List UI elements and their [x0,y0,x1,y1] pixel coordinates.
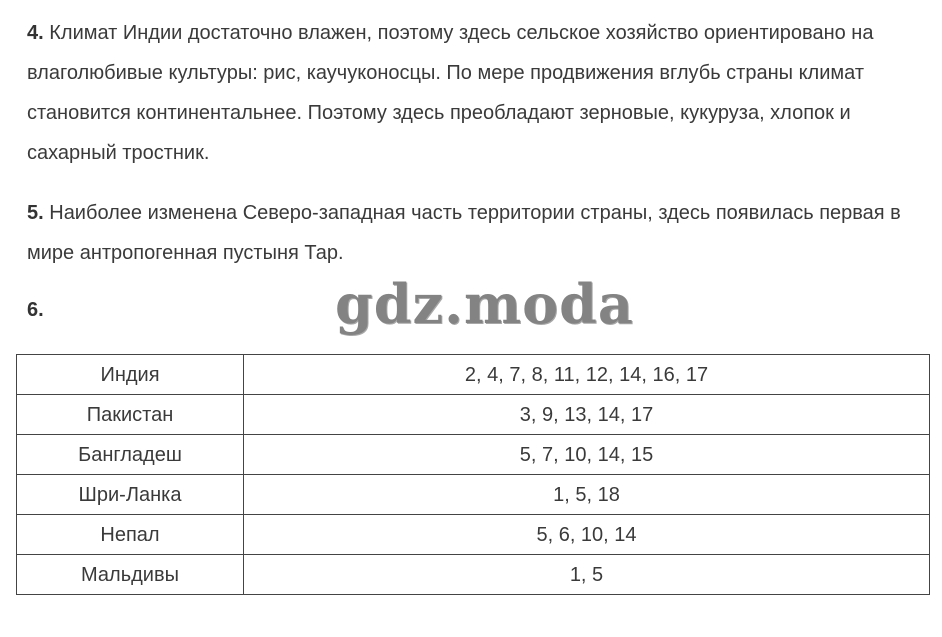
answer-5 [27,193,927,273]
country-cell: Пакистан [17,395,244,435]
table-row [17,395,930,435]
country-cell: Индия [17,355,244,395]
values-cell: 1, 5, 18 [244,475,930,515]
table-row [17,435,930,475]
values-cell: 5, 7, 10, 14, 15 [244,435,930,475]
answer-4-text: Климат Индии достаточно влажен, поэтому здесь сельское хозяйство ориентировано на влаголюбивые культуры: рис, каучуконосцы. По мере продвижения вглубь страны климат становится континентальнее. Поэтому здесь преобладают зерновые, кукуруза, хлопок и сахарный тростник. [27,22,874,164]
country-cell: Бангладеш [17,435,244,475]
values-cell: 3, 9, 13, 14, 17 [244,395,930,435]
watermark-logo: gdz.moda [335,272,634,336]
answer-6-number: 6. [27,299,44,321]
answer-5-number: 5. [27,202,44,224]
table-row [17,355,930,395]
answer-5-text: Наиболее изменена Северо-западная часть территории страны, здесь появилась первая в мире антропогенная пустыня Тар. [27,202,901,264]
countries-table [16,354,930,595]
values-cell: 2, 4, 7, 8, 11, 12, 14, 16, 17 [244,355,930,395]
country-cell: Мальдивы [17,555,244,595]
answer-4 [27,13,927,173]
values-cell: 1, 5 [244,555,930,595]
country-cell: Непал [17,515,244,555]
table-row [17,515,930,555]
table-row [17,555,930,595]
values-cell: 5, 6, 10, 14 [244,515,930,555]
country-cell: Шри-Ланка [17,475,244,515]
answer-4-number: 4. [27,22,44,44]
table-row [17,475,930,515]
